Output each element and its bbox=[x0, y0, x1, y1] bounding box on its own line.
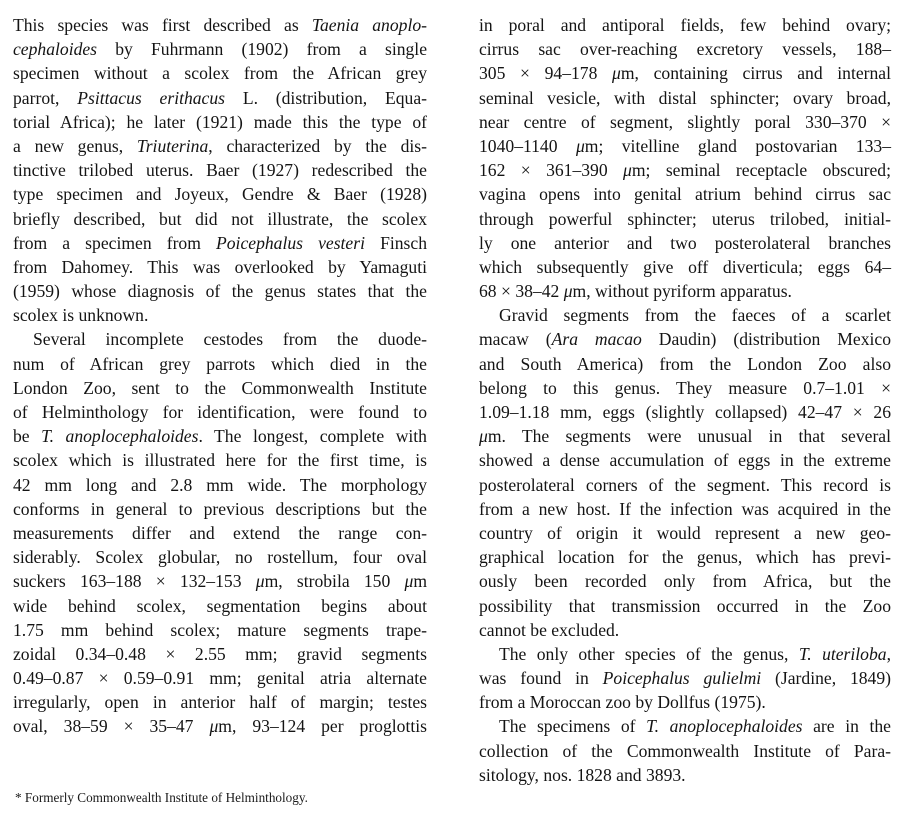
text-segment: m, 93–124 per proglottis bbox=[218, 716, 427, 737]
italic-text: Ara macao bbox=[551, 329, 642, 350]
text-line bbox=[13, 666, 427, 690]
text-segment: num of African grey parrots which died in the bbox=[13, 353, 427, 374]
text-segment: near centre of segment, slightly poral 330–370 × bbox=[479, 111, 891, 132]
text-line bbox=[13, 545, 427, 569]
text-line bbox=[13, 158, 427, 182]
text-segment: L. (distribution, Equa- bbox=[225, 87, 427, 108]
text-segment: cannot be excluded. bbox=[479, 619, 620, 640]
text-line bbox=[479, 86, 891, 110]
italic-text: μ bbox=[623, 160, 632, 181]
text-segment: tinctive trilobed uterus. Baer (1927) redescribed the bbox=[13, 160, 427, 181]
text-line bbox=[13, 473, 427, 497]
text-line bbox=[13, 400, 427, 424]
text-line bbox=[479, 110, 891, 134]
left-column bbox=[13, 13, 427, 739]
text-line bbox=[13, 207, 427, 231]
text-segment: The specimens of bbox=[499, 716, 647, 737]
text-line bbox=[479, 690, 891, 714]
text-segment: a new genus, bbox=[13, 135, 137, 156]
text-line bbox=[13, 110, 427, 134]
text-line bbox=[479, 763, 891, 787]
text-segment: m, without pyriform apparatus. bbox=[572, 281, 792, 302]
text-segment: in poral and antiporal fields, few behind ovary; bbox=[479, 15, 891, 35]
text-line bbox=[13, 61, 427, 85]
text-line bbox=[13, 594, 427, 618]
text-segment: from a Moroccan zoo by Dollfus (1975). bbox=[479, 692, 766, 713]
text-line bbox=[13, 134, 427, 158]
text-line bbox=[13, 690, 427, 714]
text-line bbox=[479, 207, 891, 231]
text-segment: zoidal 0.34–0.48 × 2.55 mm; gravid segments bbox=[13, 643, 427, 664]
text-segment: irregularly, open in anterior half of margin; testes bbox=[13, 692, 427, 713]
text-segment: sitology, nos. 1828 and 3893. bbox=[479, 764, 686, 785]
text-line bbox=[479, 158, 891, 182]
text-line bbox=[479, 279, 891, 303]
text-segment: Daudin) (distribution Mexico bbox=[641, 329, 891, 350]
text-line bbox=[479, 352, 891, 376]
text-segment: scolex which is illustrated here for the first time, is bbox=[13, 450, 427, 471]
text-segment: wide behind scolex, segmentation begins about bbox=[13, 595, 427, 616]
text-segment: , characterized by the dis- bbox=[208, 135, 427, 156]
text-line bbox=[479, 13, 891, 37]
text-line bbox=[479, 618, 891, 642]
text-line bbox=[479, 61, 891, 85]
text-segment: possibility that transmission occurred in the Zoo bbox=[479, 595, 891, 616]
text-line bbox=[13, 255, 427, 279]
text-line bbox=[479, 182, 891, 206]
text-line bbox=[479, 569, 891, 593]
text-segment: conforms in general to previous descriptions but the bbox=[13, 498, 427, 519]
text-segment: 305 × 94–178 bbox=[479, 63, 613, 84]
text-line bbox=[479, 521, 891, 545]
text-line bbox=[479, 545, 891, 569]
text-line bbox=[479, 327, 891, 351]
text-segment: m bbox=[413, 571, 427, 592]
italic-text: Triuterina bbox=[136, 135, 209, 156]
text-segment: from Dahomey. This was overlooked by Yamaguti bbox=[13, 256, 427, 277]
text-segment: The only other species of the genus, bbox=[499, 643, 799, 664]
text-segment: siderably. Scolex globular, no rostellum, four oval bbox=[13, 547, 427, 568]
italic-text: T. anoplocephaloides bbox=[41, 426, 199, 447]
text-segment: through powerful sphincter; uterus trilobed, initial- bbox=[479, 208, 891, 229]
text-segment: country of origin it would represent a new geo- bbox=[479, 522, 891, 543]
text-segment: from a specimen from bbox=[13, 232, 217, 253]
text-line bbox=[479, 134, 891, 158]
text-segment: m; seminal receptacle obscured; bbox=[631, 160, 891, 181]
italic-text: μ bbox=[255, 571, 265, 592]
text-line bbox=[13, 37, 427, 61]
text-line bbox=[13, 327, 427, 351]
text-line bbox=[13, 376, 427, 400]
text-segment: by Fuhrmann (1902) from a single bbox=[97, 39, 427, 60]
text-segment: type specimen and Joyeux, Gendre & Baer (1928) bbox=[13, 184, 427, 205]
text-line bbox=[479, 666, 891, 690]
italic-text: T. anoplocephaloides bbox=[646, 716, 803, 737]
text-segment: macaw ( bbox=[479, 329, 552, 350]
text-segment: (Jardine, 1849) bbox=[761, 668, 891, 689]
text-line bbox=[479, 303, 891, 327]
italic-text: Poicephalus gulielmi bbox=[602, 668, 762, 689]
text-line bbox=[13, 618, 427, 642]
text-segment: Gravid segments from the faeces of a scarlet bbox=[499, 305, 891, 326]
italic-text: μ bbox=[575, 135, 585, 156]
text-segment: . The longest, complete with bbox=[198, 426, 427, 447]
text-line bbox=[479, 37, 891, 61]
text-segment: from a new host. If the infection was acquired in the bbox=[479, 498, 891, 519]
text-line bbox=[479, 473, 891, 497]
text-line bbox=[479, 255, 891, 279]
text-segment: suckers 163–188 × 132–153 bbox=[13, 571, 256, 592]
text-segment: ously been recorded only from Africa, but the bbox=[479, 571, 891, 592]
text-segment: 68 × 38–42 bbox=[479, 281, 564, 302]
text-segment: 1.09–1.18 mm, eggs (slightly collapsed) 42–47 × 26 bbox=[479, 402, 891, 422]
text-segment: 42 mm long and 2.8 mm wide. The morphology bbox=[13, 474, 427, 495]
text-segment: graphical location for the genus, which has previ- bbox=[479, 547, 891, 568]
text-segment: be bbox=[13, 426, 42, 447]
text-segment: showed a dense accumulation of eggs in the extreme bbox=[479, 450, 891, 471]
italic-text: Taenia anoplo- bbox=[311, 15, 427, 35]
text-segment: are in the bbox=[802, 716, 891, 737]
text-segment: posterolateral corners of the segment. This record is bbox=[479, 474, 891, 495]
text-line bbox=[13, 13, 427, 37]
text-line bbox=[13, 569, 427, 593]
italic-text: Poicephalus vesteri bbox=[216, 232, 365, 253]
footnote: * Formerly Commonwealth Institute of Helminthology. bbox=[15, 790, 308, 805]
text-segment: Several incomplete cestodes from the duode- bbox=[33, 329, 427, 350]
text-line bbox=[479, 714, 891, 738]
text-line bbox=[13, 642, 427, 666]
text-segment: parrot, bbox=[13, 87, 78, 108]
text-segment: ly one anterior and two posterolateral branches bbox=[479, 232, 891, 253]
text-segment: measurements differ and extend the range con- bbox=[13, 522, 427, 543]
text-line bbox=[479, 400, 891, 424]
text-line bbox=[13, 303, 427, 327]
text-segment: m, containing cirrus and internal bbox=[620, 63, 891, 84]
text-line bbox=[13, 448, 427, 472]
text-segment: cirrus sac over-reaching excretory vessels, 188– bbox=[479, 39, 891, 60]
text-line bbox=[13, 231, 427, 255]
text-line bbox=[479, 231, 891, 255]
text-segment: This species was first described as bbox=[13, 15, 312, 35]
text-segment: m; vitelline gland postovarian 133– bbox=[584, 135, 891, 156]
italic-text: μ bbox=[563, 281, 573, 302]
text-segment: Finsch bbox=[364, 232, 427, 253]
italic-text: μ bbox=[479, 426, 488, 447]
text-segment: which subsequently give off diverticula; eggs 64– bbox=[479, 256, 891, 277]
text-line bbox=[479, 448, 891, 472]
text-segment: belong to this genus. They measure 0.7–1.01 × bbox=[479, 377, 891, 398]
text-line bbox=[479, 424, 891, 448]
text-segment: briefly described, but did not illustrate, the scolex bbox=[13, 208, 427, 229]
text-segment: 162 × 361–390 bbox=[479, 160, 624, 181]
text-segment: , bbox=[886, 643, 891, 664]
italic-text: μ bbox=[209, 716, 219, 737]
text-segment: torial Africa); he later (1921) made this the type of bbox=[13, 111, 427, 132]
text-segment: vagina opens into genital atrium behind cirrus sac bbox=[479, 184, 891, 205]
text-line bbox=[13, 497, 427, 521]
text-segment: specimen without a scolex from the African grey bbox=[13, 63, 427, 84]
text-segment: of Helminthology for identification, were found to bbox=[13, 402, 427, 422]
text-segment: was found in bbox=[479, 668, 603, 689]
text-line bbox=[479, 497, 891, 521]
italic-text: μ bbox=[404, 571, 414, 592]
italic-text: Psittacus erithacus bbox=[77, 87, 226, 108]
text-line bbox=[13, 714, 427, 738]
text-line bbox=[479, 594, 891, 618]
text-line bbox=[479, 739, 891, 763]
text-segment: 1040–1140 bbox=[479, 135, 576, 156]
italic-text: cephaloides bbox=[13, 39, 98, 60]
text-segment: collection of the Commonwealth Institute of Para- bbox=[479, 740, 891, 761]
text-segment: 1.75 mm behind scolex; mature segments trape- bbox=[13, 619, 427, 640]
text-line bbox=[479, 376, 891, 400]
text-line bbox=[479, 642, 891, 666]
text-segment: scolex is unknown. bbox=[13, 305, 149, 326]
italic-text: T. uteriloba bbox=[798, 643, 887, 664]
text-line bbox=[13, 352, 427, 376]
text-line bbox=[13, 521, 427, 545]
text-line bbox=[13, 279, 427, 303]
right-column bbox=[479, 13, 891, 787]
italic-text: μ bbox=[612, 63, 621, 84]
text-line bbox=[13, 182, 427, 206]
text-line bbox=[13, 86, 427, 110]
text-segment: m. The segments were unusual in that several bbox=[487, 426, 891, 447]
text-segment: and South America) from the London Zoo also bbox=[479, 353, 891, 374]
text-segment: 0.49–0.87 × 0.59–0.91 mm; genital atria alternate bbox=[13, 668, 427, 689]
text-segment: London Zoo, sent to the Commonwealth Institute bbox=[13, 377, 427, 398]
text-line bbox=[13, 424, 427, 448]
text-segment: seminal vesicle, with distal sphincter; ovary broad, bbox=[479, 87, 891, 108]
text-segment: oval, 38–59 × 35–47 bbox=[13, 716, 210, 737]
text-segment: (1959) whose diagnosis of the genus states that the bbox=[13, 281, 427, 302]
text-segment: m, strobila 150 bbox=[264, 571, 405, 592]
